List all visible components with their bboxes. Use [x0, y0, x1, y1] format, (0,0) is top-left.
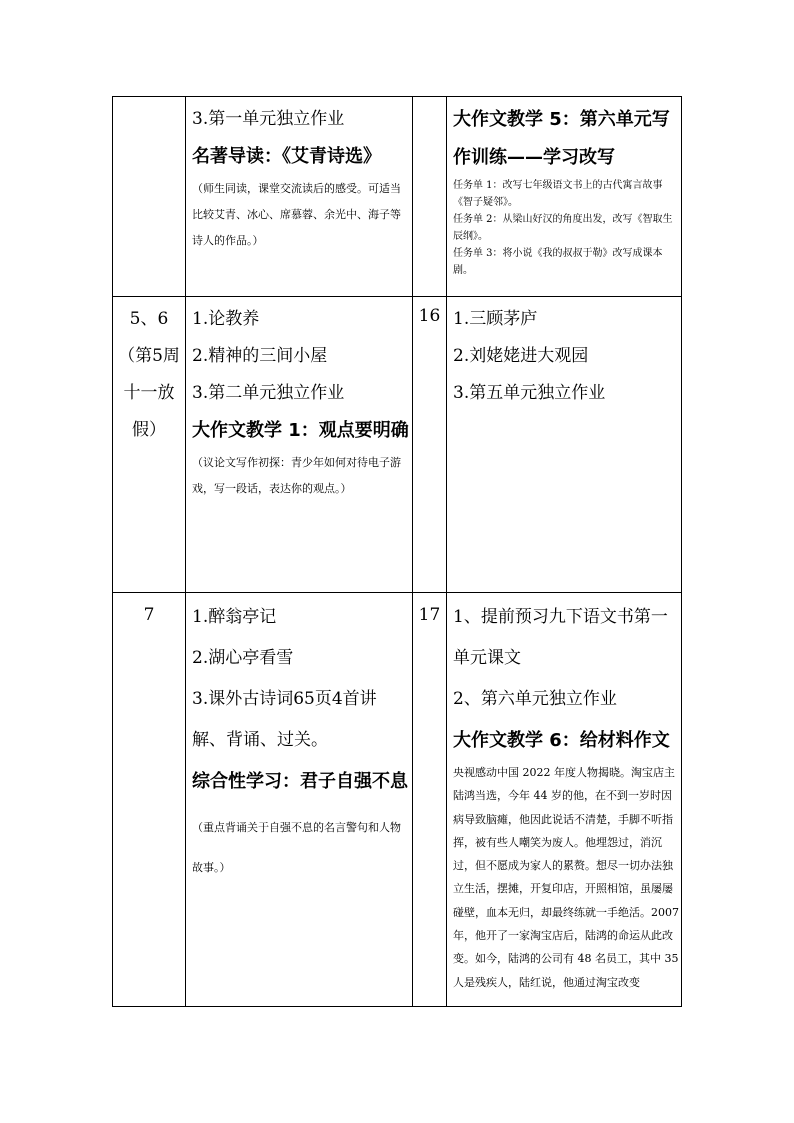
lesson-item: 1.论教养 [192, 309, 260, 329]
lesson-item: 2.精神的三间小屋 [192, 346, 328, 366]
content-cell [186, 593, 413, 1007]
week-cell [113, 97, 186, 297]
lesson-item: 2.湖心亭看雪 [192, 648, 294, 668]
lesson-item: 3.第五单元独立作业 [453, 383, 606, 403]
task-item: 任务单 2：从梁山好汉的角度出发，改写《智取生辰纲》。 [453, 214, 673, 242]
week-number: 16 [418, 306, 441, 326]
lesson-item: 3.第二单元独立作业 [192, 383, 345, 403]
content-cell [447, 297, 682, 593]
lesson-item: 1.醉翁亭记 [192, 607, 277, 627]
table-row [113, 297, 682, 593]
lesson-item: 2、第六单元独立作业 [453, 689, 617, 709]
teaching-plan-table [112, 96, 682, 1007]
section-heading: 大作文教学 6：给材料作文 [453, 730, 670, 751]
week-cell [413, 97, 447, 297]
section-heading: 综合性学习：君子自强不息 [192, 771, 408, 792]
week-number [113, 97, 185, 98]
content-cell [186, 297, 413, 593]
week-number: 7 [143, 605, 155, 625]
content-cell [447, 593, 682, 1007]
table-row [113, 97, 682, 297]
section-heading: 名著导读：《艾青诗选》 [192, 146, 381, 167]
week-number: 17 [418, 605, 441, 625]
section-note: （议论文写作初探：青少年如何对待电子游戏，写一段话，表达你的观点。） [192, 456, 401, 495]
lesson-item: 3.课外古诗词65页4首讲解、背诵、过关。 [192, 689, 377, 750]
week-number [413, 97, 446, 98]
section-note: （重点背诵关于自强不息的名言警句和人物故事。） [192, 821, 401, 874]
week-cell [113, 297, 186, 593]
week-cell [113, 593, 186, 1007]
week-cell [413, 297, 447, 593]
task-item: 任务单 3：将小说《我的叔叔于勒》改写成课本剧。 [453, 248, 663, 276]
section-note: （师生同读，课堂交流读后的感受。可适当比较艾青、冰心、席慕蓉、余光中、海子等诗人的作品。） [192, 182, 401, 247]
lesson-item: 3.第一单元独立作业 [192, 109, 345, 129]
task-item: 任务单 1：改写七年级语文书上的古代寓言故事《智子疑邻》。 [453, 180, 663, 208]
week-number: 5、6（第5周十一放假） [118, 309, 180, 440]
lesson-item: 1.三顾茅庐 [453, 309, 538, 329]
section-heading: 大作文教学 5：第六单元写作训练——学习改写 [453, 109, 670, 168]
section-heading: 大作文教学 1：观点要明确 [192, 420, 409, 441]
table-row [113, 593, 682, 1007]
lesson-item: 2.刘姥姥进大观园 [453, 346, 589, 366]
lesson-item: 1、提前预习九下语文书第一单元课文 [453, 607, 668, 668]
content-cell [186, 97, 413, 297]
week-cell [413, 593, 447, 1007]
content-cell [447, 97, 682, 297]
material-text: 央视感动中国 2022 年度人物揭晓。淘宝店主陆鸿当选，今年 44 岁的他，在不到一岁时因病导致脑瘫，他因此说话不清楚，手脚不听指挥，被有些人嘲笑为废人。他埋怨过，消沉过，但不愿成为家人的累赘。想尽一切办法独立生活，摆摊，开复印店，开照相馆，虽屡屡碰壁，血本无归，却最终练就一手绝活。2007 年，他开了一家淘宝店后，陆鸿的命运从此改变。如今，陆鸿的公司有 48 名员工，其中 35 人是残疾人，陆红说，他通过淘宝改变 [453, 766, 679, 989]
